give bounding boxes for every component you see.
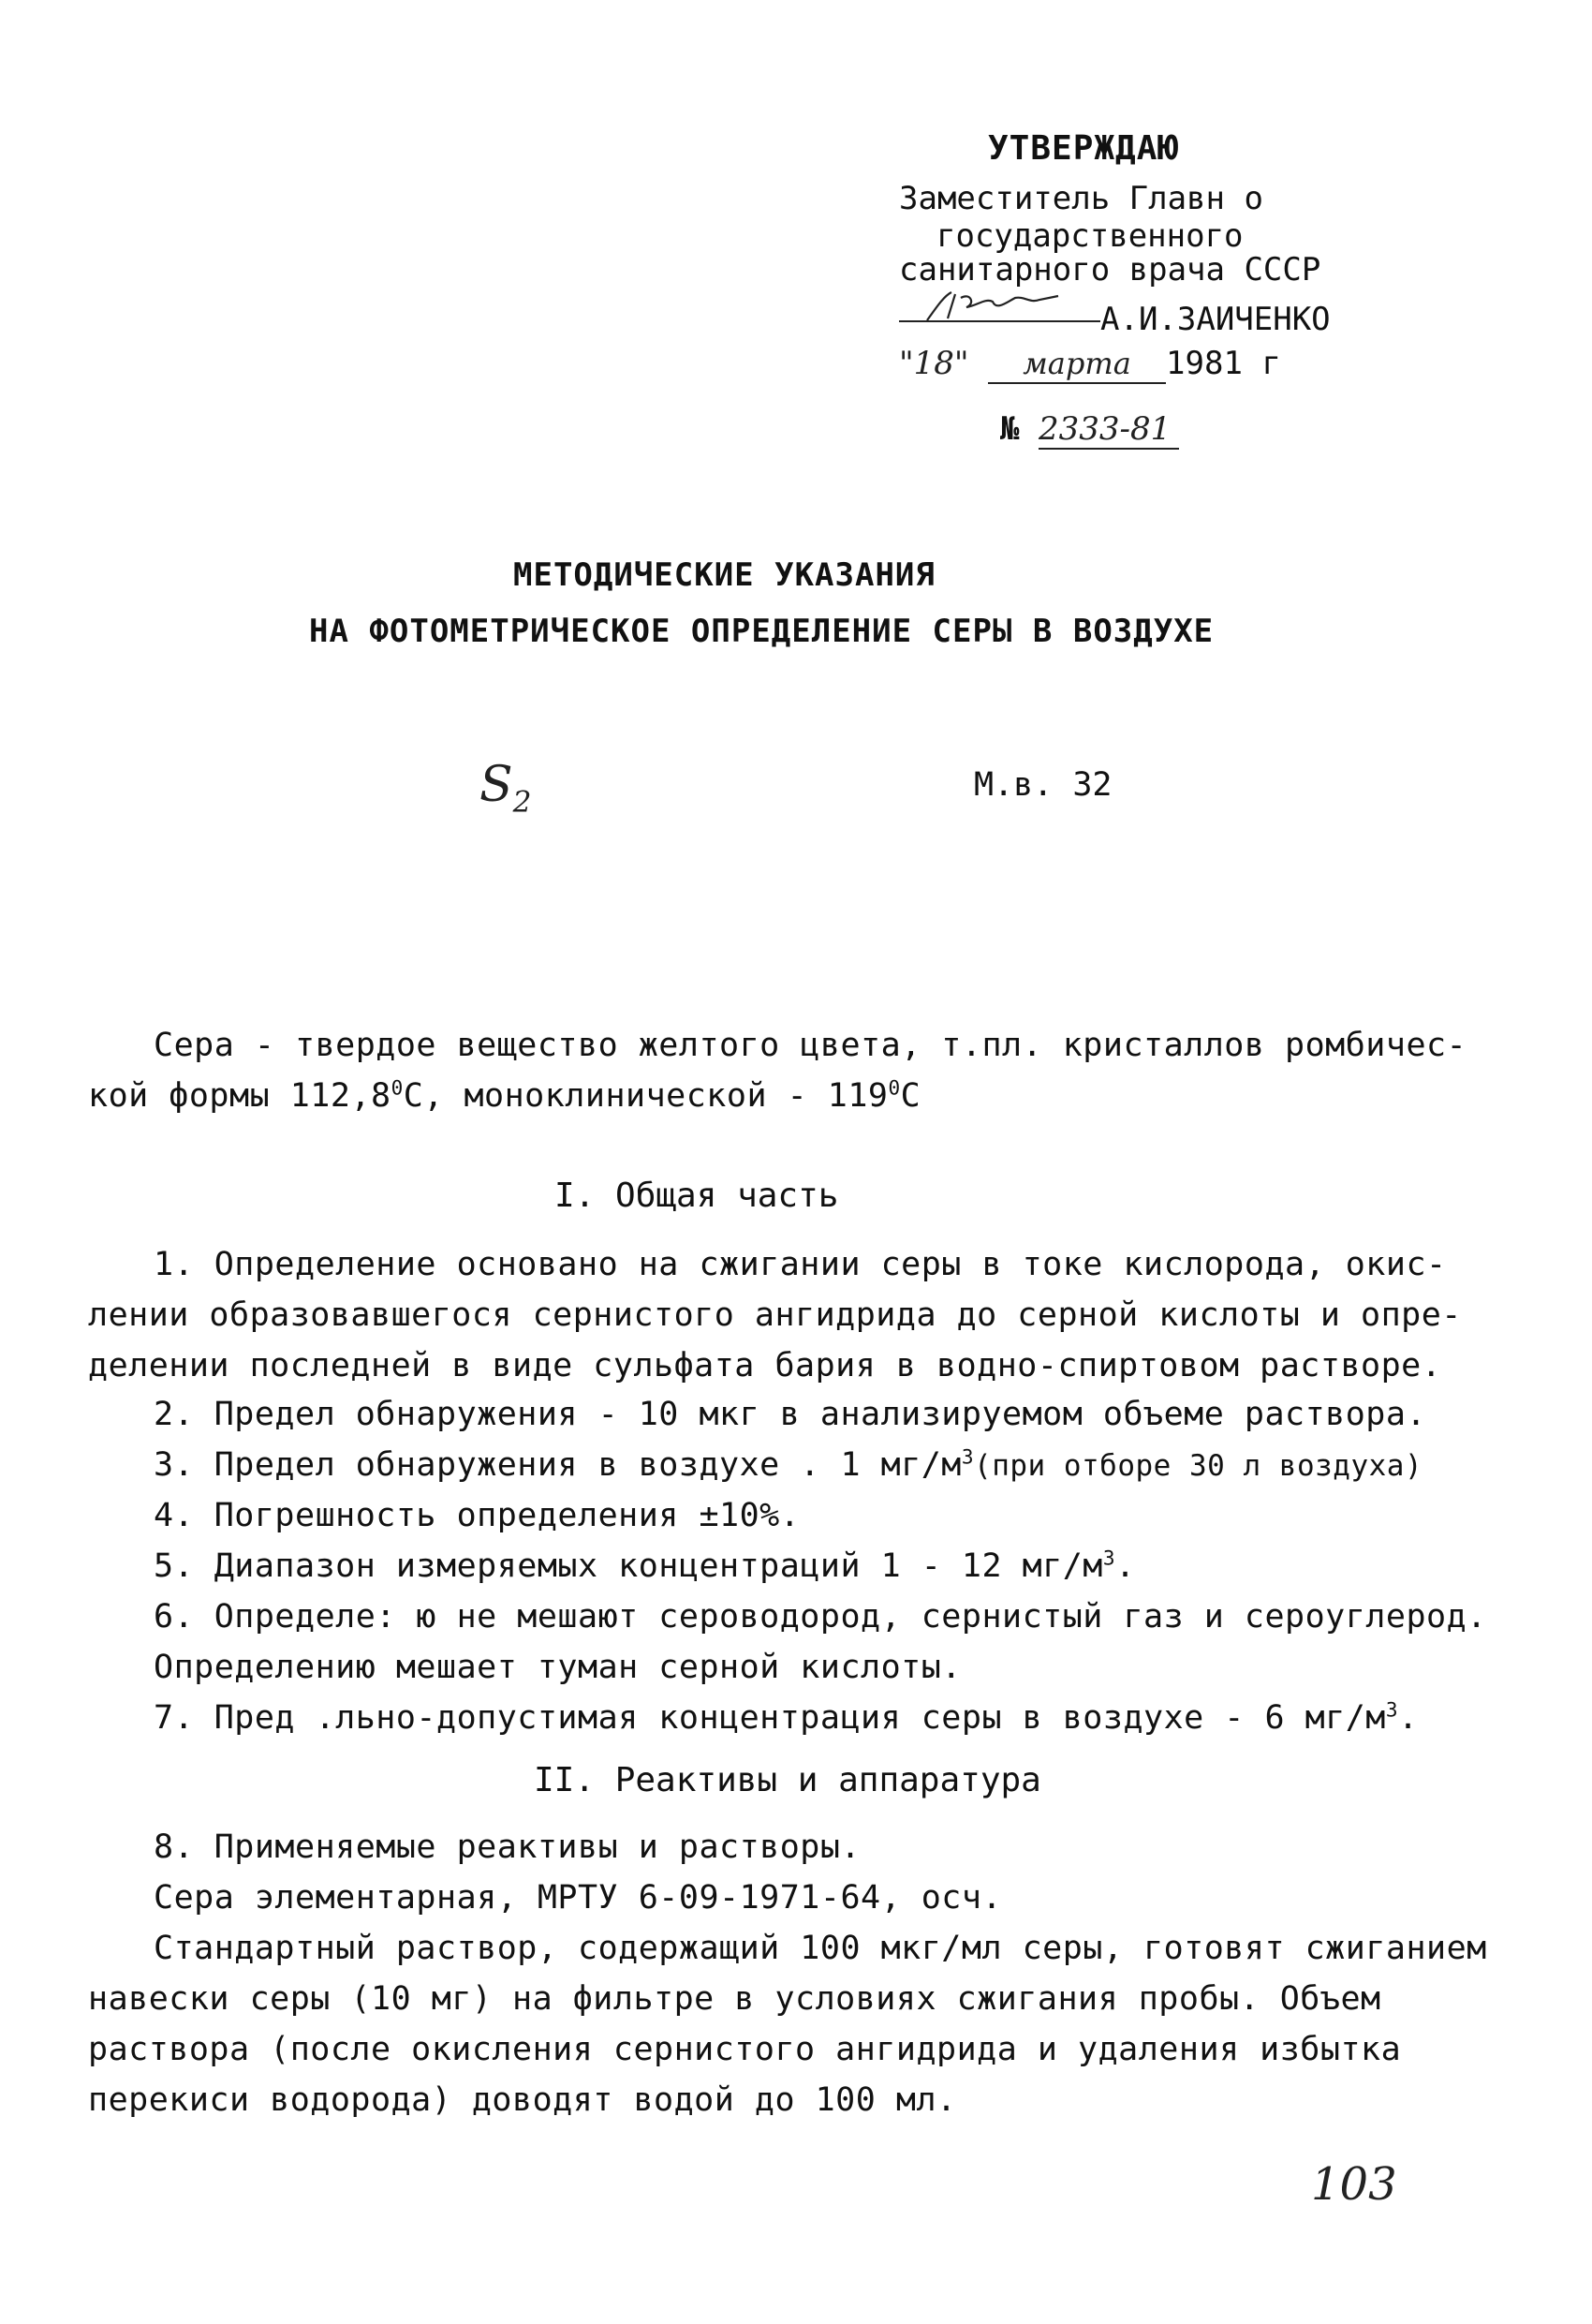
handwritten-signature — [899, 289, 1086, 326]
item-7-text-b: . — [1398, 1699, 1419, 1737]
approval-number-line — [1000, 410, 1179, 450]
sulfur-reagent: Сера элементарная, МРТУ 6-09-1971-64, осч. — [154, 1879, 1003, 1917]
section-2-heading: II. Реактивы и аппаратура — [534, 1761, 1041, 1799]
item-6-line-2: Определению мешает туман серной кислоты. — [154, 1649, 962, 1686]
date-month: марта — [988, 345, 1166, 384]
intro-text-a: кой формы 112,8 — [88, 1077, 391, 1115]
item-5-exponent: 3 — [1102, 1547, 1116, 1570]
standard-solution-line-4: перекиси водорода) доводят водой до 100 мл. — [88, 2081, 957, 2119]
title-line-2: НА ФОТОМЕТРИЧЕСКОЕ ОПРЕДЕЛЕНИЕ СЕРЫ В ВОЗДУХЕ — [309, 613, 1215, 650]
item-3 — [154, 1446, 1422, 1484]
formula-symbol: S — [479, 757, 513, 813]
item-1-line-3: делении последней в виде сульфата бария в водно-спиртовом растворе. — [88, 1347, 1442, 1384]
item-1-line-2: лении образовавшегося сернистого ангидрида до серной кислоты и опре- — [88, 1296, 1462, 1334]
approval-heading: УТВЕРЖДАЮ — [988, 129, 1180, 168]
standard-solution-line-1: Стандартный раствор, содержащий 100 мкг/мл серы, готовят сжиганием — [154, 1930, 1487, 1967]
item-5-text-b: . — [1115, 1547, 1136, 1585]
section-1-heading: I. Общая часть — [554, 1177, 839, 1215]
intro-line-2 — [88, 1077, 921, 1115]
title-line-1: МЕТОДИЧЕСКИЕ УКАЗАНИЯ — [513, 556, 936, 594]
item-3-text-b: (при отборе 30 л воздуха) — [974, 1449, 1423, 1483]
item-6-line-1: 6. Определе: ю не мешают сероводород, сернистый газ и сероуглерод. — [154, 1598, 1487, 1636]
item-3-text-a: 3. Предел обнаружения в воздухе . 1 мг/м — [154, 1446, 962, 1484]
molecular-weight: М.в. 32 — [974, 766, 1113, 804]
approval-signature-line — [899, 292, 1331, 338]
date-year: 1981 г — [1166, 345, 1281, 382]
approval-line-1: Заместитель Главн о — [899, 180, 1263, 217]
formula-subscript: 2 — [512, 785, 532, 820]
degree-mark-2: 0 — [888, 1076, 901, 1100]
degree-mark-1: 0 — [391, 1076, 404, 1100]
item-7-exponent: 3 — [1385, 1698, 1399, 1722]
standard-solution-line-2: навески серы (10 мг) на фильтре в условиях сжигания пробы. Объем — [88, 1980, 1381, 2018]
document-number: 2333-81 — [1039, 410, 1179, 450]
item-7-text-a: 7. Пред .льно-допустимая концентрация серы в воздухе - 6 мг/м — [154, 1699, 1386, 1737]
standard-solution-line-3: раствора (после окисления сернистого ангидрида и удаления избытка — [88, 2031, 1402, 2068]
approver-name: А.И.ЗАИЧЕНКО — [1100, 301, 1331, 338]
page-number: 103 — [1311, 2158, 1397, 2211]
signature — [899, 289, 1100, 322]
item-7 — [154, 1699, 1419, 1737]
number-sign: № — [1000, 410, 1020, 448]
date-day: "18" — [899, 345, 969, 382]
item-1-line-1: 1. Определение основано на сжигании серы в токе кислорода, окис- — [154, 1246, 1447, 1283]
item-5-text-a: 5. Диапазон измеряемых концентраций 1 - 12 мг/м — [154, 1547, 1103, 1585]
item-3-exponent: 3 — [961, 1445, 975, 1469]
item-8: 8. Применяемые реактивы и растворы. — [154, 1828, 862, 1866]
approval-date-line — [899, 345, 1281, 384]
chemical-formula — [479, 757, 532, 820]
intro-line-1: Сера - твердое вещество желтого цвета, т.пл. кристаллов ромбичес- — [154, 1027, 1467, 1064]
intro-text-c: С — [900, 1077, 921, 1115]
approval-line-3: санитарного врача СССР — [899, 251, 1321, 289]
item-5 — [154, 1547, 1136, 1585]
item-4: 4. Погрешность определения ±10%. — [154, 1497, 801, 1534]
approval-line-2: государственного — [936, 217, 1244, 255]
item-2: 2. Предел обнаружения - 10 мкг в анализируемом объеме раствора. — [154, 1396, 1427, 1433]
intro-text-b: С, моноклинической - 119 — [403, 1077, 889, 1115]
